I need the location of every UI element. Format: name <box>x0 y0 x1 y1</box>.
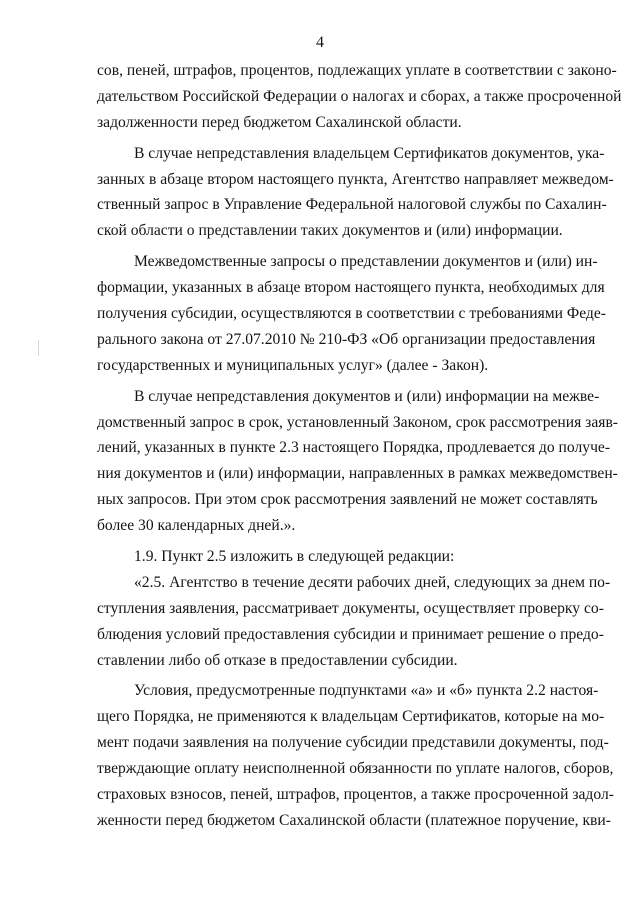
text-line: формации, указанных в абзаце втором настоящего пункта, необходимых для <box>97 279 605 297</box>
text-line: рального закона от 27.07.2010 № 210-ФЗ «Об организации предоставления <box>97 330 596 348</box>
text-line: ступления заявления, рассматривает документы, осуществляет проверку со- <box>97 599 604 617</box>
scan-margin-mark <box>38 340 39 356</box>
text-line: Межведомственные запросы о представлении документов и (или) ин- <box>134 253 598 271</box>
text-line: ской области о представлении таких документов и (или) информации. <box>97 222 563 240</box>
text-line: 1.9. Пункт 2.5 изложить в следующей редакции: <box>134 548 455 566</box>
text-line: ственный запрос в Управление Федеральной налоговой службы по Сахалин- <box>97 196 607 214</box>
text-line: ставлении либо об отказе в предоставлении субсидии. <box>97 651 458 669</box>
text-line: получения субсидии, осуществляются в соответствии с требованиями Феде- <box>97 305 606 323</box>
paragraph-conditions-not-applied <box>97 678 614 833</box>
text-line: женности перед бюджетом Сахалинской области (платежное поручение, кви- <box>97 811 611 829</box>
text-line: домственный запрос в срок, установленный Законом, срок рассмотрения заяв- <box>97 413 618 431</box>
paragraph-continuation <box>97 58 622 136</box>
text-line: В случае непредставления владельцем Сертификатов документов, ука- <box>134 144 605 162</box>
text-line: щего Порядка, не применяются к владельцам Сертификатов, которые на мо- <box>97 708 605 726</box>
text-line: ния документов и (или) информации, направленных в рамках межведомствен- <box>97 465 618 483</box>
paragraph-clause-1-9 <box>97 544 583 570</box>
text-line: «2.5. Агентство в течение десяти рабочих дней, следующих за днем по- <box>134 573 611 591</box>
text-line: задолженности перед бюджетом Сахалинской области. <box>97 113 462 131</box>
text-line: Условия, предусмотренные подпунктами «а» и «б» пункта 2.2 настоя- <box>134 682 599 700</box>
text-line: занных в абзаце втором настоящего пункта, Агентство направляет межведом- <box>97 170 614 188</box>
paragraph-term-extension <box>97 384 618 539</box>
text-line: лений, указанных в пункте 2.3 настоящего Порядка, продлевается до получе- <box>97 439 611 457</box>
text-line: ных запросов. При этом срок рассмотрения заявлений не может составлять <box>97 491 598 509</box>
document-body <box>97 58 622 834</box>
text-line: сов, пеней, штрафов, процентов, подлежащих уплате в соответствии с законо- <box>97 62 617 79</box>
text-line: дательством Российской Федерации о налогах и сборах, а также просроченной <box>97 87 622 105</box>
text-line: мент подачи заявления на получение субсидии представили документы, под- <box>97 734 609 752</box>
text-line: государственных и муниципальных услуг» (далее - Закон). <box>97 356 489 374</box>
text-line: страховых взносов, пеней, штрафов, процентов, а также просроченной задол- <box>97 786 614 804</box>
page-number: 4 <box>316 34 324 51</box>
text-line: В случае непредставления документов и (или) информации на межве- <box>134 387 600 405</box>
paragraph-clause-2-5 <box>97 570 611 674</box>
paragraph-documents-not-submitted <box>97 141 614 245</box>
text-line: более 30 календарных дней.». <box>97 517 296 535</box>
text-line: тверждающие оплату неисполненной обязанности по уплате налогов, сборов, <box>97 760 614 778</box>
paragraph-interagency-requests <box>97 249 606 378</box>
text-line: блюдения условий предоставления субсидии и принимает решение о предо- <box>97 625 604 643</box>
